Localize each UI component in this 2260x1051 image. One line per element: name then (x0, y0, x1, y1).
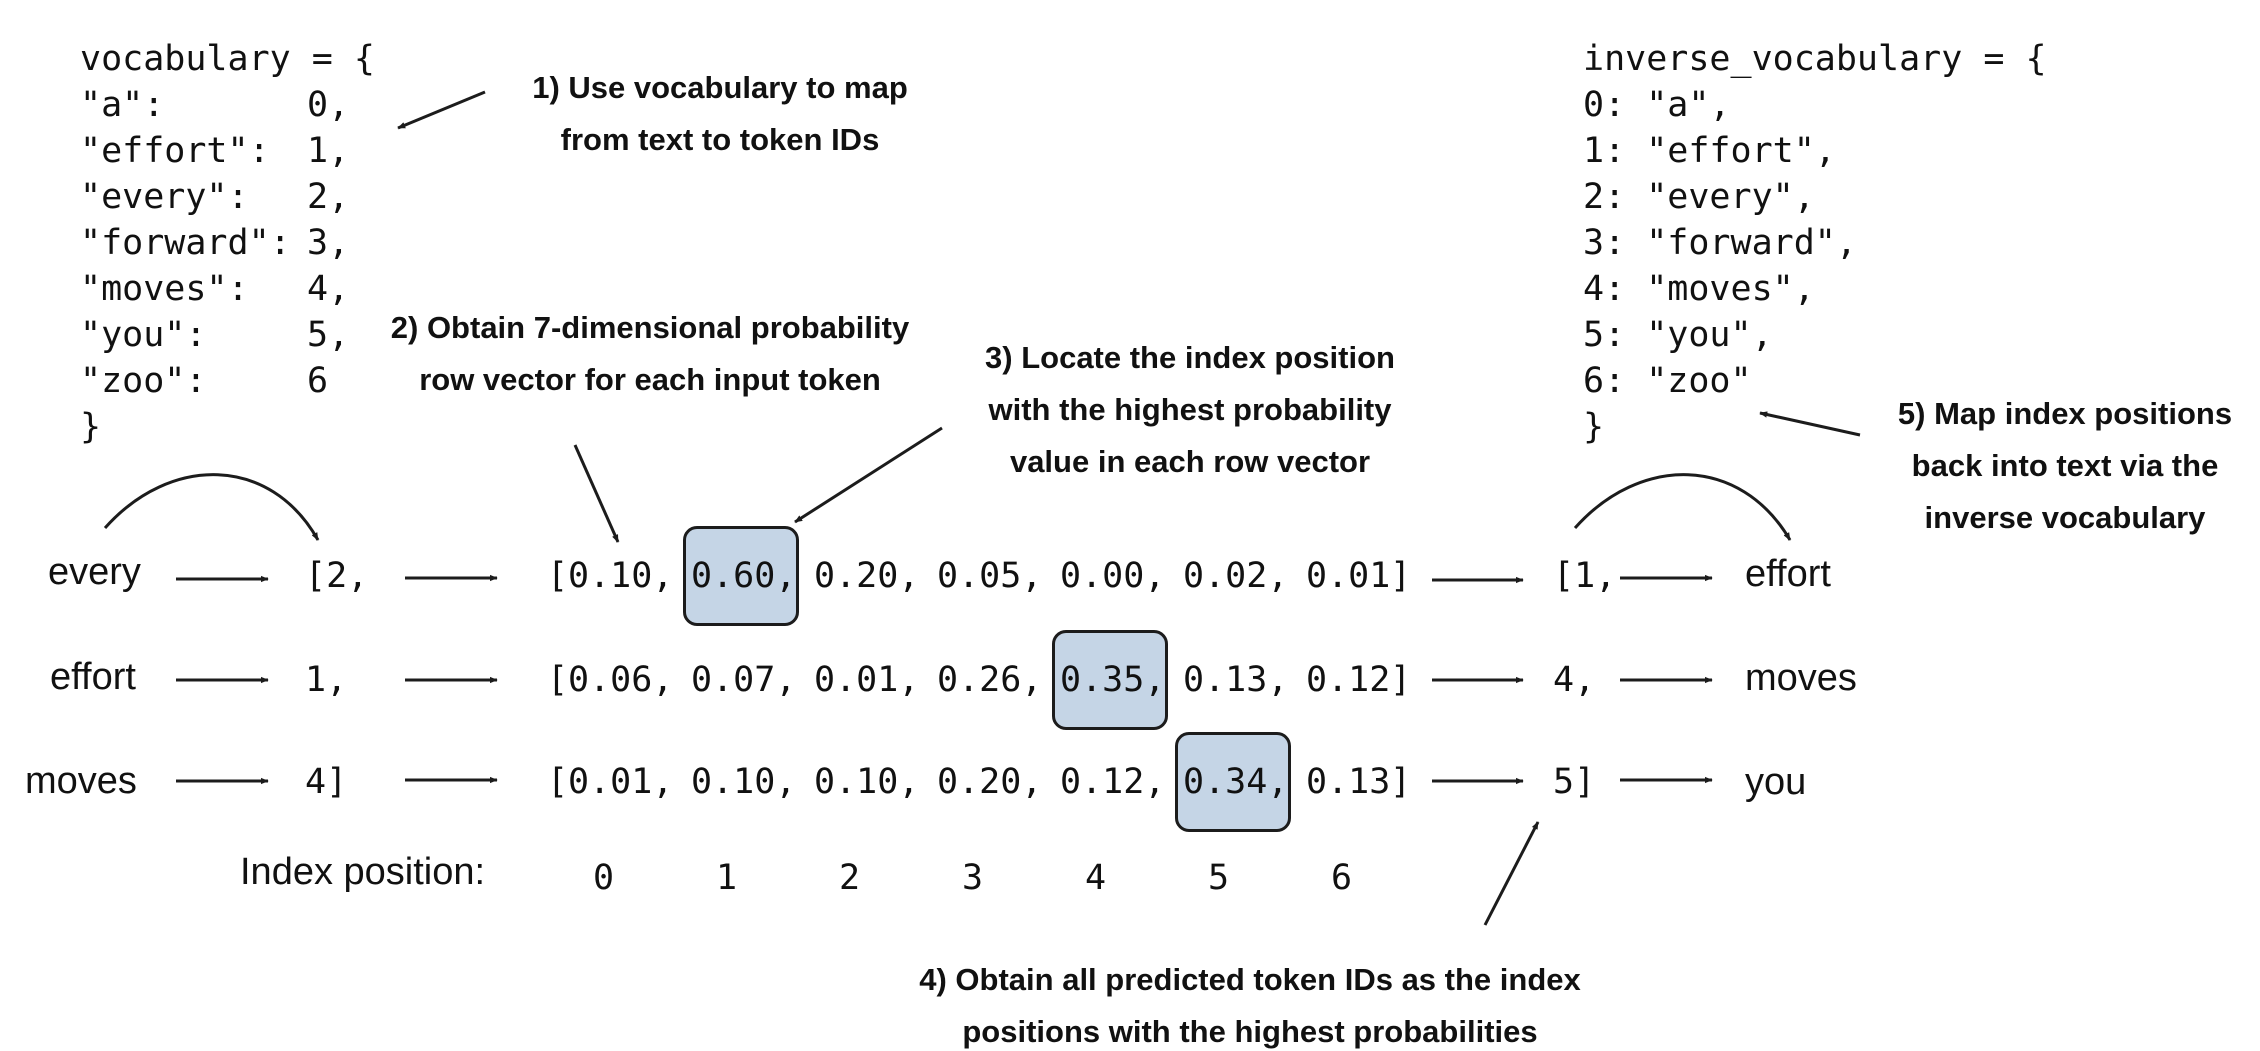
prob-value: 0.01, (814, 660, 920, 700)
prob-value: 0.05, (937, 556, 1043, 596)
note-step-1: 1) Use vocabulary to map from text to token IDs (532, 70, 908, 157)
prob-value: 0.07, (691, 660, 797, 700)
input-token: moves (25, 760, 137, 802)
vocabulary-value: 1, (307, 131, 350, 171)
vocabulary-value: 6 (307, 361, 329, 401)
input-token: every (48, 551, 141, 593)
prob-value: 0.10, (814, 762, 920, 802)
vocabulary-value: 3, (307, 223, 350, 263)
vocabulary-key: "zoo": (80, 361, 207, 401)
input-token: effort (50, 656, 136, 698)
token-id: 1, (305, 660, 348, 700)
inverse-vocabulary-entry: 1: "effort", (1583, 131, 1836, 171)
output-token: you (1745, 761, 1807, 803)
index-position-value: 2 (839, 858, 861, 898)
curve-arrow-inverse-vocab (1575, 475, 1790, 540)
prob-value: 0.26, (937, 660, 1043, 700)
vocabulary-header: vocabulary = { (80, 39, 376, 79)
inverse-vocabulary-entry: 6: "zoo" (1583, 361, 1752, 401)
inverse-vocabulary-entry: 4: "moves", (1583, 269, 1815, 309)
predicted-id: [1, (1553, 556, 1617, 596)
index-position-value: 0 (593, 858, 615, 898)
pointer-arrow-step-4 (1485, 822, 1538, 925)
prob-value: 0.10, (568, 556, 674, 596)
predicted-id: 5] (1553, 762, 1596, 802)
prob-value: 0.12, (1060, 762, 1166, 802)
prob-value: 0.01 (1306, 556, 1391, 596)
prob-value-highlighted: 0.35, (1060, 660, 1166, 700)
vocabulary-key: "effort": (80, 131, 270, 171)
inverse-vocabulary-header: inverse_vocabulary = { (1583, 39, 2047, 79)
prob-open-bracket: [ (547, 660, 569, 700)
vocabulary-key: "moves": (80, 269, 249, 309)
note-step-5: 5) Map index positions back into text via the inverse vocabulary (1897, 396, 2233, 535)
output-token: effort (1745, 553, 1831, 595)
inverse-vocabulary-entry: 3: "forward", (1583, 223, 1857, 263)
prob-value: 0.20, (937, 762, 1043, 802)
prob-value-highlighted: 0.60, (691, 556, 797, 596)
inverse-vocabulary-entry: 0: "a", (1583, 85, 1731, 125)
note-step-3: 3) Locate the index position with the highest probability value in each row vector (985, 340, 1395, 479)
index-position-value: 3 (962, 858, 984, 898)
vocabulary-key: "forward": (80, 223, 291, 263)
note-step-4: 4) Obtain all predicted token IDs as the index positions with the highest probabilities (919, 962, 1581, 1049)
inverse-vocabulary-entry: 5: "you", (1583, 315, 1773, 355)
prob-value: 0.20, (814, 556, 920, 596)
index-position-value: 4 (1085, 858, 1107, 898)
prob-close-bracket: ] (1390, 556, 1412, 596)
prob-value: 0.13 (1306, 762, 1391, 802)
token-id: [2, (305, 556, 369, 596)
vocabulary-value: 0, (307, 85, 350, 125)
index-position-value: 1 (716, 858, 738, 898)
vocabulary-key: "every": (80, 177, 249, 217)
prob-value: 0.00, (1060, 556, 1166, 596)
prob-value: 0.13, (1183, 660, 1289, 700)
pointer-arrow-step-3 (795, 428, 942, 522)
prob-value: 0.01, (568, 762, 674, 802)
prob-open-bracket: [ (547, 556, 569, 596)
prob-value: 0.02, (1183, 556, 1289, 596)
prob-open-bracket: [ (547, 762, 569, 802)
note-step-2: 2) Obtain 7-dimensional probability row vector for each input token (390, 310, 910, 397)
vocabulary-value: 4, (307, 269, 350, 309)
vocabulary-value: 5, (307, 315, 350, 355)
index-position-value: 6 (1331, 858, 1353, 898)
prob-value-highlighted: 0.34, (1183, 762, 1289, 802)
index-position-label: Index position: (240, 851, 486, 893)
predicted-id: 4, (1553, 660, 1596, 700)
prob-value: 0.10, (691, 762, 797, 802)
vocabulary-close: } (80, 407, 102, 447)
output-token: moves (1745, 657, 1857, 699)
vocabulary-value: 2, (307, 177, 350, 217)
pointer-arrow-step-1 (398, 92, 485, 128)
vocabulary-key: "a": (80, 85, 165, 125)
pointer-arrow-step-2 (575, 445, 618, 542)
inverse-vocabulary-entry: 2: "every", (1583, 177, 1815, 217)
curve-arrow-vocab (105, 475, 318, 540)
prob-close-bracket: ] (1390, 762, 1412, 802)
prob-value: 0.12 (1306, 660, 1391, 700)
pointer-arrow-step-5 (1760, 413, 1860, 435)
index-position-value: 5 (1208, 858, 1230, 898)
prob-value: 0.06, (568, 660, 674, 700)
token-id: 4] (305, 762, 348, 802)
prob-close-bracket: ] (1390, 660, 1412, 700)
inverse-vocabulary-close: } (1583, 407, 1605, 447)
vocabulary-key: "you": (80, 315, 207, 355)
